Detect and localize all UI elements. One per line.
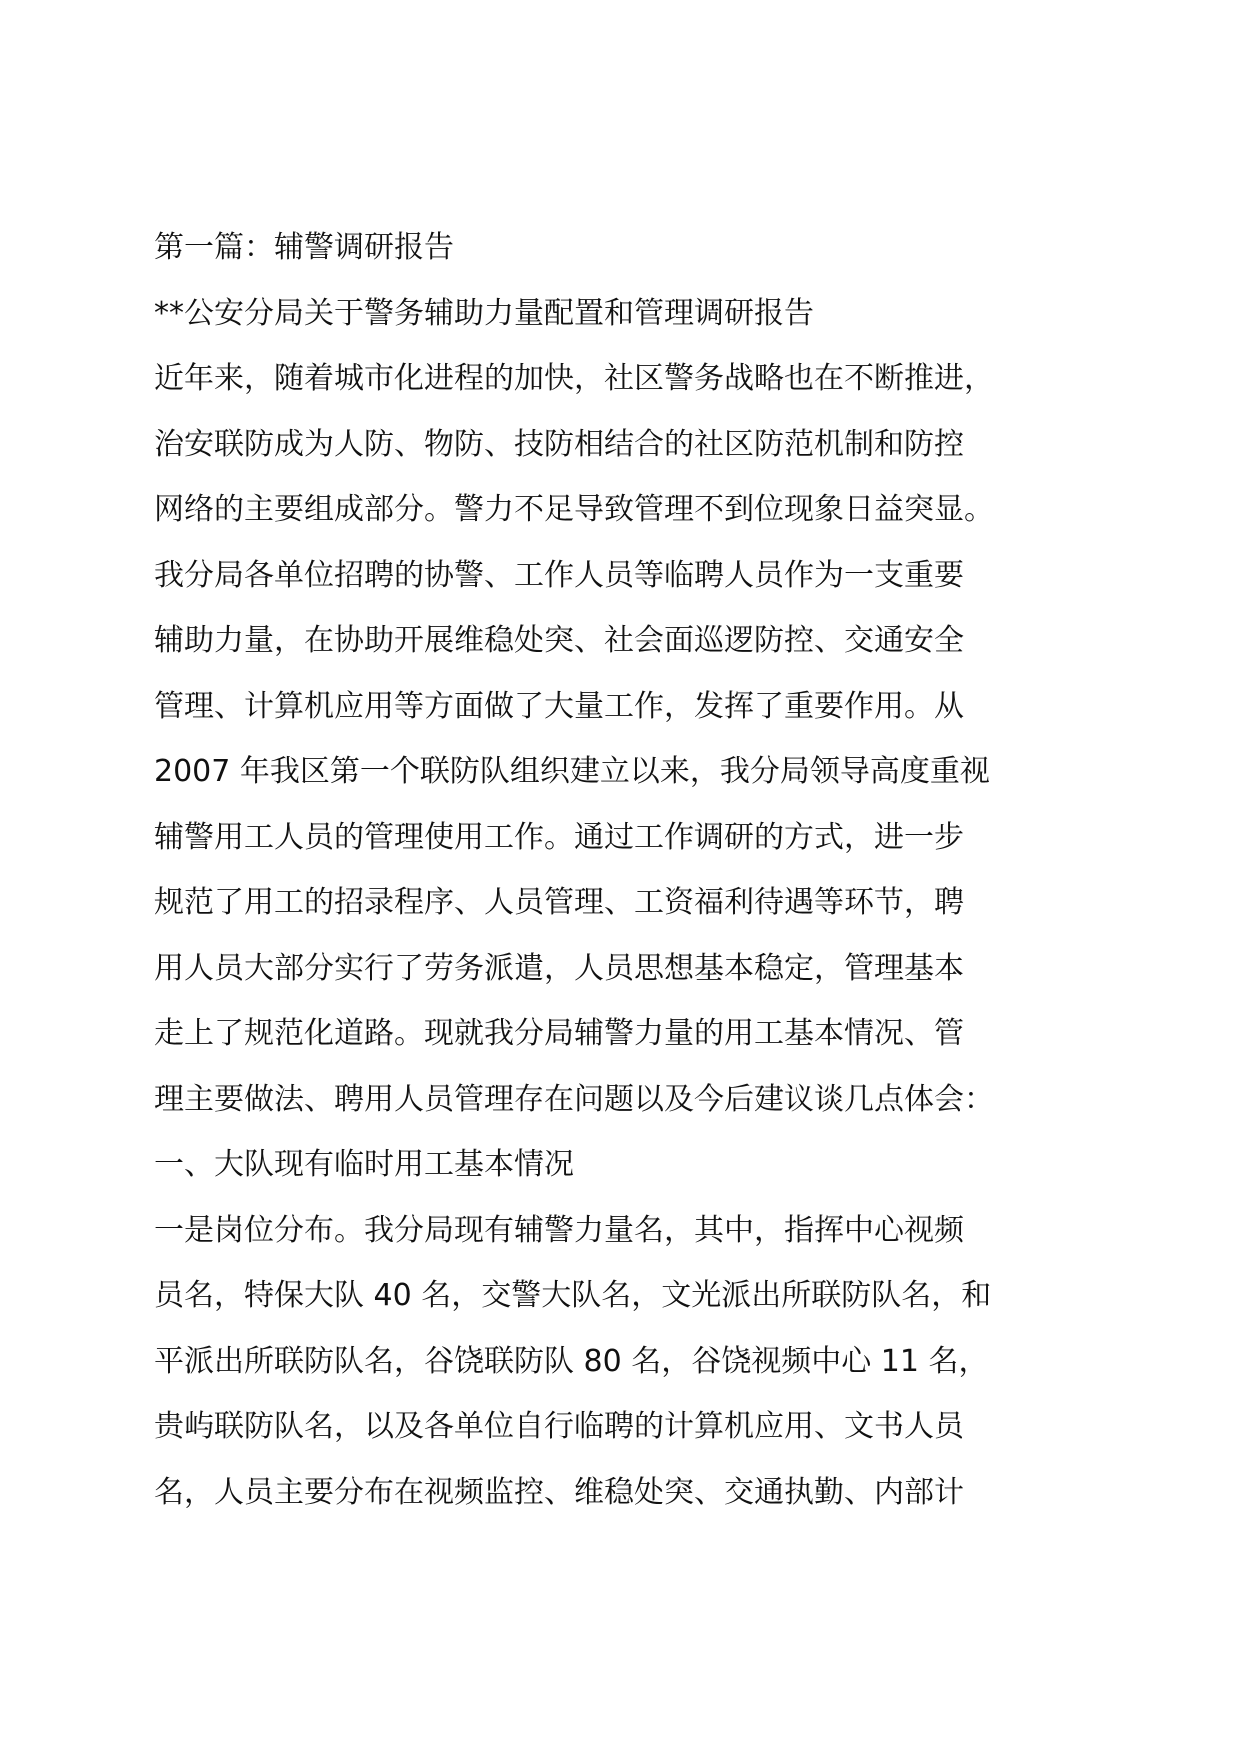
body-text-line: 我分局各单位招聘的协警、工作人员等临聘人员作为一支重要 bbox=[154, 557, 964, 593]
body-text-line: 近年来，随着城市化进程的加快，社区警务战略也在不断推进， bbox=[154, 361, 994, 396]
body-text-line: 网络的主要组成部分。警力不足导致管理不到位现象日益突显。 bbox=[154, 492, 994, 527]
body-text-line: 员名，特保大队 40 名，交警大队名，文光派出所联防队名，和 bbox=[154, 1278, 992, 1313]
body-text-line: 走上了规范化道路。现就我分局辅警力量的用工基本情况、管 bbox=[154, 1016, 964, 1051]
document-page bbox=[154, 215, 1114, 1525]
body-text-line: 平派出所联防队名，谷饶联防队 80 名，谷饶视频中心 11 名， bbox=[154, 1343, 989, 1379]
body-text-line: 名，人员主要分布在视频监控、维稳处突、交通执勤、内部计 bbox=[154, 1474, 964, 1510]
body-text-line: 贵屿联防队名，以及各单位自行临聘的计算机应用、文书人员 bbox=[154, 1409, 964, 1444]
body-text-line: 治安联防成为人防、物防、技防相结合的社区防范机制和防控 bbox=[154, 426, 964, 462]
body-text-line: 管理、计算机应用等方面做了大量工作，发挥了重要作用。从 bbox=[154, 688, 964, 724]
body-text-line: 规范了用工的招录程序、人员管理、工资福利待遇等环节，聘 bbox=[154, 885, 964, 920]
body-text-line: 理主要做法、聘用人员管理存在问题以及今后建议谈几点体会： bbox=[154, 1081, 994, 1117]
body-text-line: 辅警用工人员的管理使用工作。通过工作调研的方式，进一步 bbox=[154, 819, 964, 855]
body-text-line: 辅助力量，在协助开展维稳处突、社会面巡逻防控、交通安全 bbox=[154, 623, 964, 658]
section-heading: 一、大队现有临时用工基本情况 bbox=[154, 1147, 574, 1182]
body-text-line: 用人员大部分实行了劳务派遣，人员思想基本稳定，管理基本 bbox=[154, 950, 964, 986]
document-title: 第一篇：辅警调研报告 bbox=[154, 230, 454, 265]
body-text-line: 2007 年我区第一个联防队组织建立以来，我分局领导高度重视 bbox=[154, 754, 990, 789]
document-subtitle: **公安分局关于警务辅助力量配置和管理调研报告 bbox=[154, 295, 814, 331]
body-text-line: 一是岗位分布。我分局现有辅警力量名，其中，指挥中心视频 bbox=[154, 1212, 964, 1248]
